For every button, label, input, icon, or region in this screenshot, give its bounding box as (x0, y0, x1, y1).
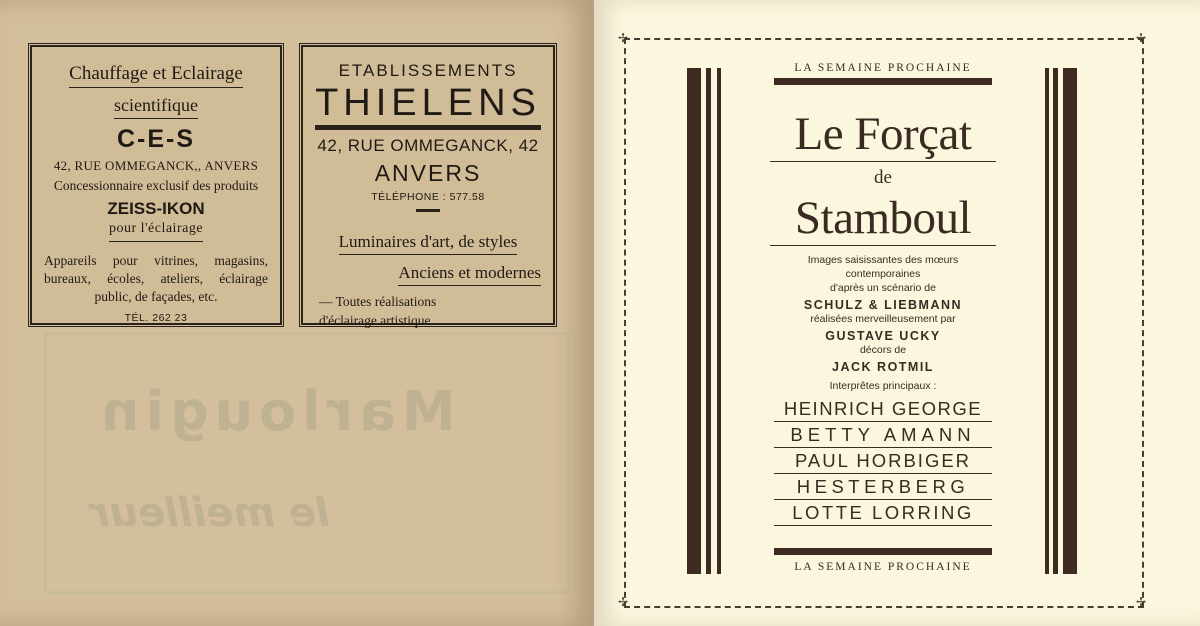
vertical-stripe-left (687, 68, 701, 574)
right-page (594, 0, 1200, 626)
decor-label: décors de (859, 344, 907, 356)
top-bar (774, 78, 992, 85)
ad-ces-company: C-E-S (116, 125, 196, 153)
ad-thielens-rule (315, 125, 541, 130)
ad-thielens-address: 42, RUE OMMEGANCK, 42 (317, 136, 539, 155)
description-line: d'après un scénario de (830, 282, 936, 294)
film-title-line2: Stamboul (794, 192, 972, 244)
ad-ces (30, 45, 282, 325)
bottom-bar (774, 548, 992, 555)
director-credit: GUSTAVE UCKY (825, 329, 941, 343)
vertical-stripe-left (717, 68, 721, 574)
vertical-stripe-left (706, 68, 711, 574)
ad-ces-address: 42, RUE OMMEGANCK,, ANVERS (53, 158, 259, 173)
description-line: contemporaines (845, 268, 921, 280)
ad-ces-phone: TÉL. 262 23 (124, 312, 188, 324)
bleed-through-text: Marlougin (95, 380, 456, 443)
ad-thielens-dash (416, 209, 440, 212)
ad-thielens-line4: d'éclairage artistique (319, 313, 431, 328)
ad-thielens-city: ANVERS (374, 160, 482, 186)
interpreters-label: Interprêtes principaux : (829, 380, 937, 392)
ad-thielens-line2: Anciens et modernes (398, 263, 541, 286)
ad-thielens-heading: ETABLISSEMENTS (338, 61, 518, 80)
title-rule (770, 245, 996, 246)
writers-credit: SCHULZ & LIEBMANN (803, 298, 963, 312)
top-banner: LA SEMAINE PROCHAINE (794, 62, 972, 74)
description-line: Images saisissantes des mœurs (807, 254, 959, 266)
bleed-through-text: le meilleur (90, 490, 331, 536)
actor-name: PAUL HORBIGER (774, 448, 992, 474)
ad-ces-concession: Concessionnaire exclusif des produits (53, 178, 259, 193)
ad-thielens-line1: Luminaires d'art, de styles (339, 232, 518, 255)
vertical-stripe-right (1045, 68, 1049, 574)
vertical-stripe-right (1063, 68, 1077, 574)
film-title-de: de (874, 167, 892, 188)
ad-thielens (301, 45, 555, 328)
actor-name: HEINRICH GEORGE (774, 396, 992, 422)
ad-thielens-line3: — Toutes réalisations (319, 294, 437, 309)
realised-by-label: réalisées merveilleusement par (810, 313, 956, 325)
actor-name: LOTTE LORRING (774, 500, 992, 526)
bottom-banner: LA SEMAINE PROCHAINE (794, 561, 972, 573)
actor-name: HESTERBERG (774, 474, 992, 500)
frame-corner-ornament: ✢ (1136, 595, 1147, 609)
ad-ces-description: Appareils pour vitrines, magasins, bureaux, écoles, ateliers, éclairage public, de façades, etc. (44, 253, 268, 304)
ad-thielens-phone: TÉLÉPHONE : 577.58 (371, 191, 485, 203)
left-page (0, 0, 594, 626)
actor-name: BETTY AMANN (774, 422, 992, 448)
ad-ces-title: Chauffage et Eclairage (69, 63, 243, 88)
ad-ces-brand-for: pour l'éclairage (109, 221, 203, 242)
title-rule (770, 161, 996, 162)
vertical-stripe-right (1053, 68, 1058, 574)
decorator-credit: JACK ROTMIL (832, 360, 934, 374)
film-announcement (770, 62, 996, 573)
frame-corner-ornament: ✢ (1136, 31, 1147, 45)
frame-corner-ornament: ✢ (618, 31, 629, 45)
ad-ces-subtitle: scientifique (114, 95, 198, 119)
actor-list (774, 396, 992, 526)
ad-thielens-name: THIELENS (315, 82, 541, 124)
ad-ces-brand: ZEISS-IKON (107, 199, 205, 218)
film-title-line1: Le Forçat (794, 108, 972, 160)
bleed-through-frame (44, 332, 570, 594)
frame-corner-ornament: ✢ (618, 595, 629, 609)
